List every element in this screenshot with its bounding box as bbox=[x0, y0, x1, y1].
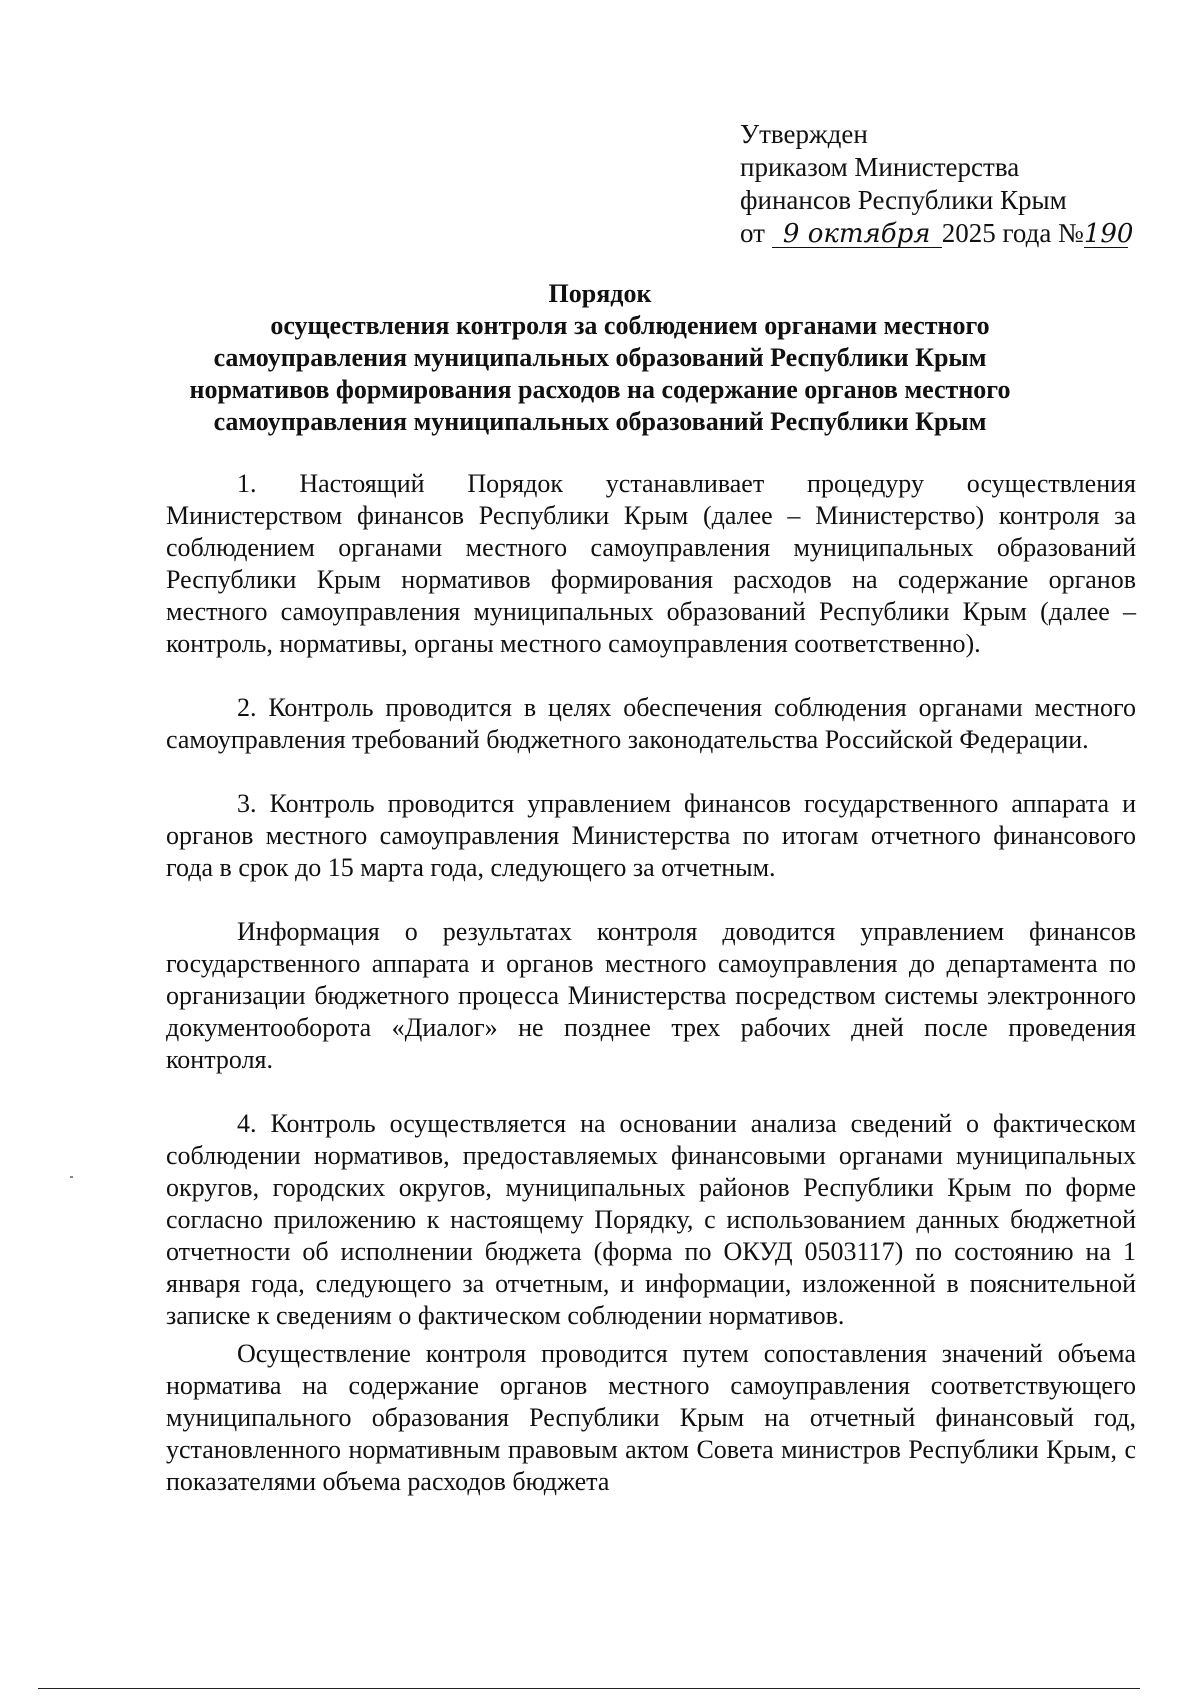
paragraph-1: 1. Настоящий Порядок устанавливает процедуру осуществления Министерством финансов Республики Крым (далее – Министерство) контроля за соблюдением органами местного самоуправления муниципальных образований Республики Крым нормативов формирования расходов на содержание органов местного самоуправления муниципальных образований Республики Крым (далее – контроль, нормативы, органы местного самоуправления соответственно). bbox=[166, 469, 1136, 658]
paragraph-2: 2. Контроль проводится в целях обеспечения соблюдения органами местного самоуправления требований бюджетного законодательства Российской Федерации. bbox=[166, 693, 1136, 754]
approval-line-approved: Утвержден bbox=[740, 119, 868, 149]
title-line-2: осуществления контроля за соблюдением органами местного bbox=[270, 311, 990, 340]
handwritten-order-number: 190 bbox=[1083, 219, 1134, 249]
paragraph-4: 4. Контроль осуществляется на основании анализа сведений о фактическом соблюдении нормативов, предоставляемых финансовыми органами муниципальных округов, городских округов, муниципальных районов Республики Крым по форме согласно приложению к настоящему Порядку, с использованием данных бюджетной отчетности об исполнении бюджета (форма по ОКУД 0503117) по состоянию на 1 января года, следующего за отчетным, и информации, изложенной в пояснительной записке к сведениям о фактическом соблюдении нормативов. bbox=[166, 1109, 1136, 1330]
document-body bbox=[166, 468, 1136, 1498]
title-line-1: Порядок bbox=[548, 279, 652, 308]
title-line-4: нормативов формирования расходов на содержание органов местного bbox=[189, 375, 1011, 404]
paragraph-4-comparison: Осуществление контроля проводится путем сопоставления значений объема норматива на содержание органов местного самоуправления соответствующего муниципального образования Республики Крым на отчетный финансовый год, установленного нормативным правовым актом Совета министров Республики Крым, с показателями объема расходов бюджета bbox=[166, 1339, 1136, 1496]
approval-stamp-block bbox=[740, 118, 1134, 250]
document-title bbox=[0, 278, 1200, 438]
handwritten-date: 9 октября bbox=[772, 221, 942, 248]
approval-year-text: 2025 года № bbox=[941, 218, 1084, 248]
footer-rule bbox=[38, 1688, 1140, 1689]
approval-line-order: приказом Министерства bbox=[740, 152, 1020, 182]
approval-line-date bbox=[740, 217, 1134, 250]
title-line-5: самоуправления муниципальных образований Республики Крым bbox=[213, 407, 987, 436]
approval-line-ministry: финансов Республики Крым bbox=[740, 185, 1067, 215]
title-line-3: самоуправления муниципальных образований Республики Крым bbox=[213, 343, 987, 372]
approval-from-label: от bbox=[740, 218, 765, 248]
paragraph-3: 3. Контроль проводится управлением финансов государственного аппарата и органов местного самоуправления Министерства по итогам отчетного финансового года в срок до 15 марта года, следующего за отчетным. bbox=[166, 789, 1136, 882]
paragraph-3-info: Информация о результатах контроля доводится управлением финансов государственного аппарата и органов местного самоуправления до департамента по организации бюджетного процесса Министерства посредством системы электронного документооборота «Диалог» не позднее трех рабочих дней после проведения контроля. bbox=[166, 917, 1136, 1074]
scan-speck bbox=[70, 1176, 73, 1178]
